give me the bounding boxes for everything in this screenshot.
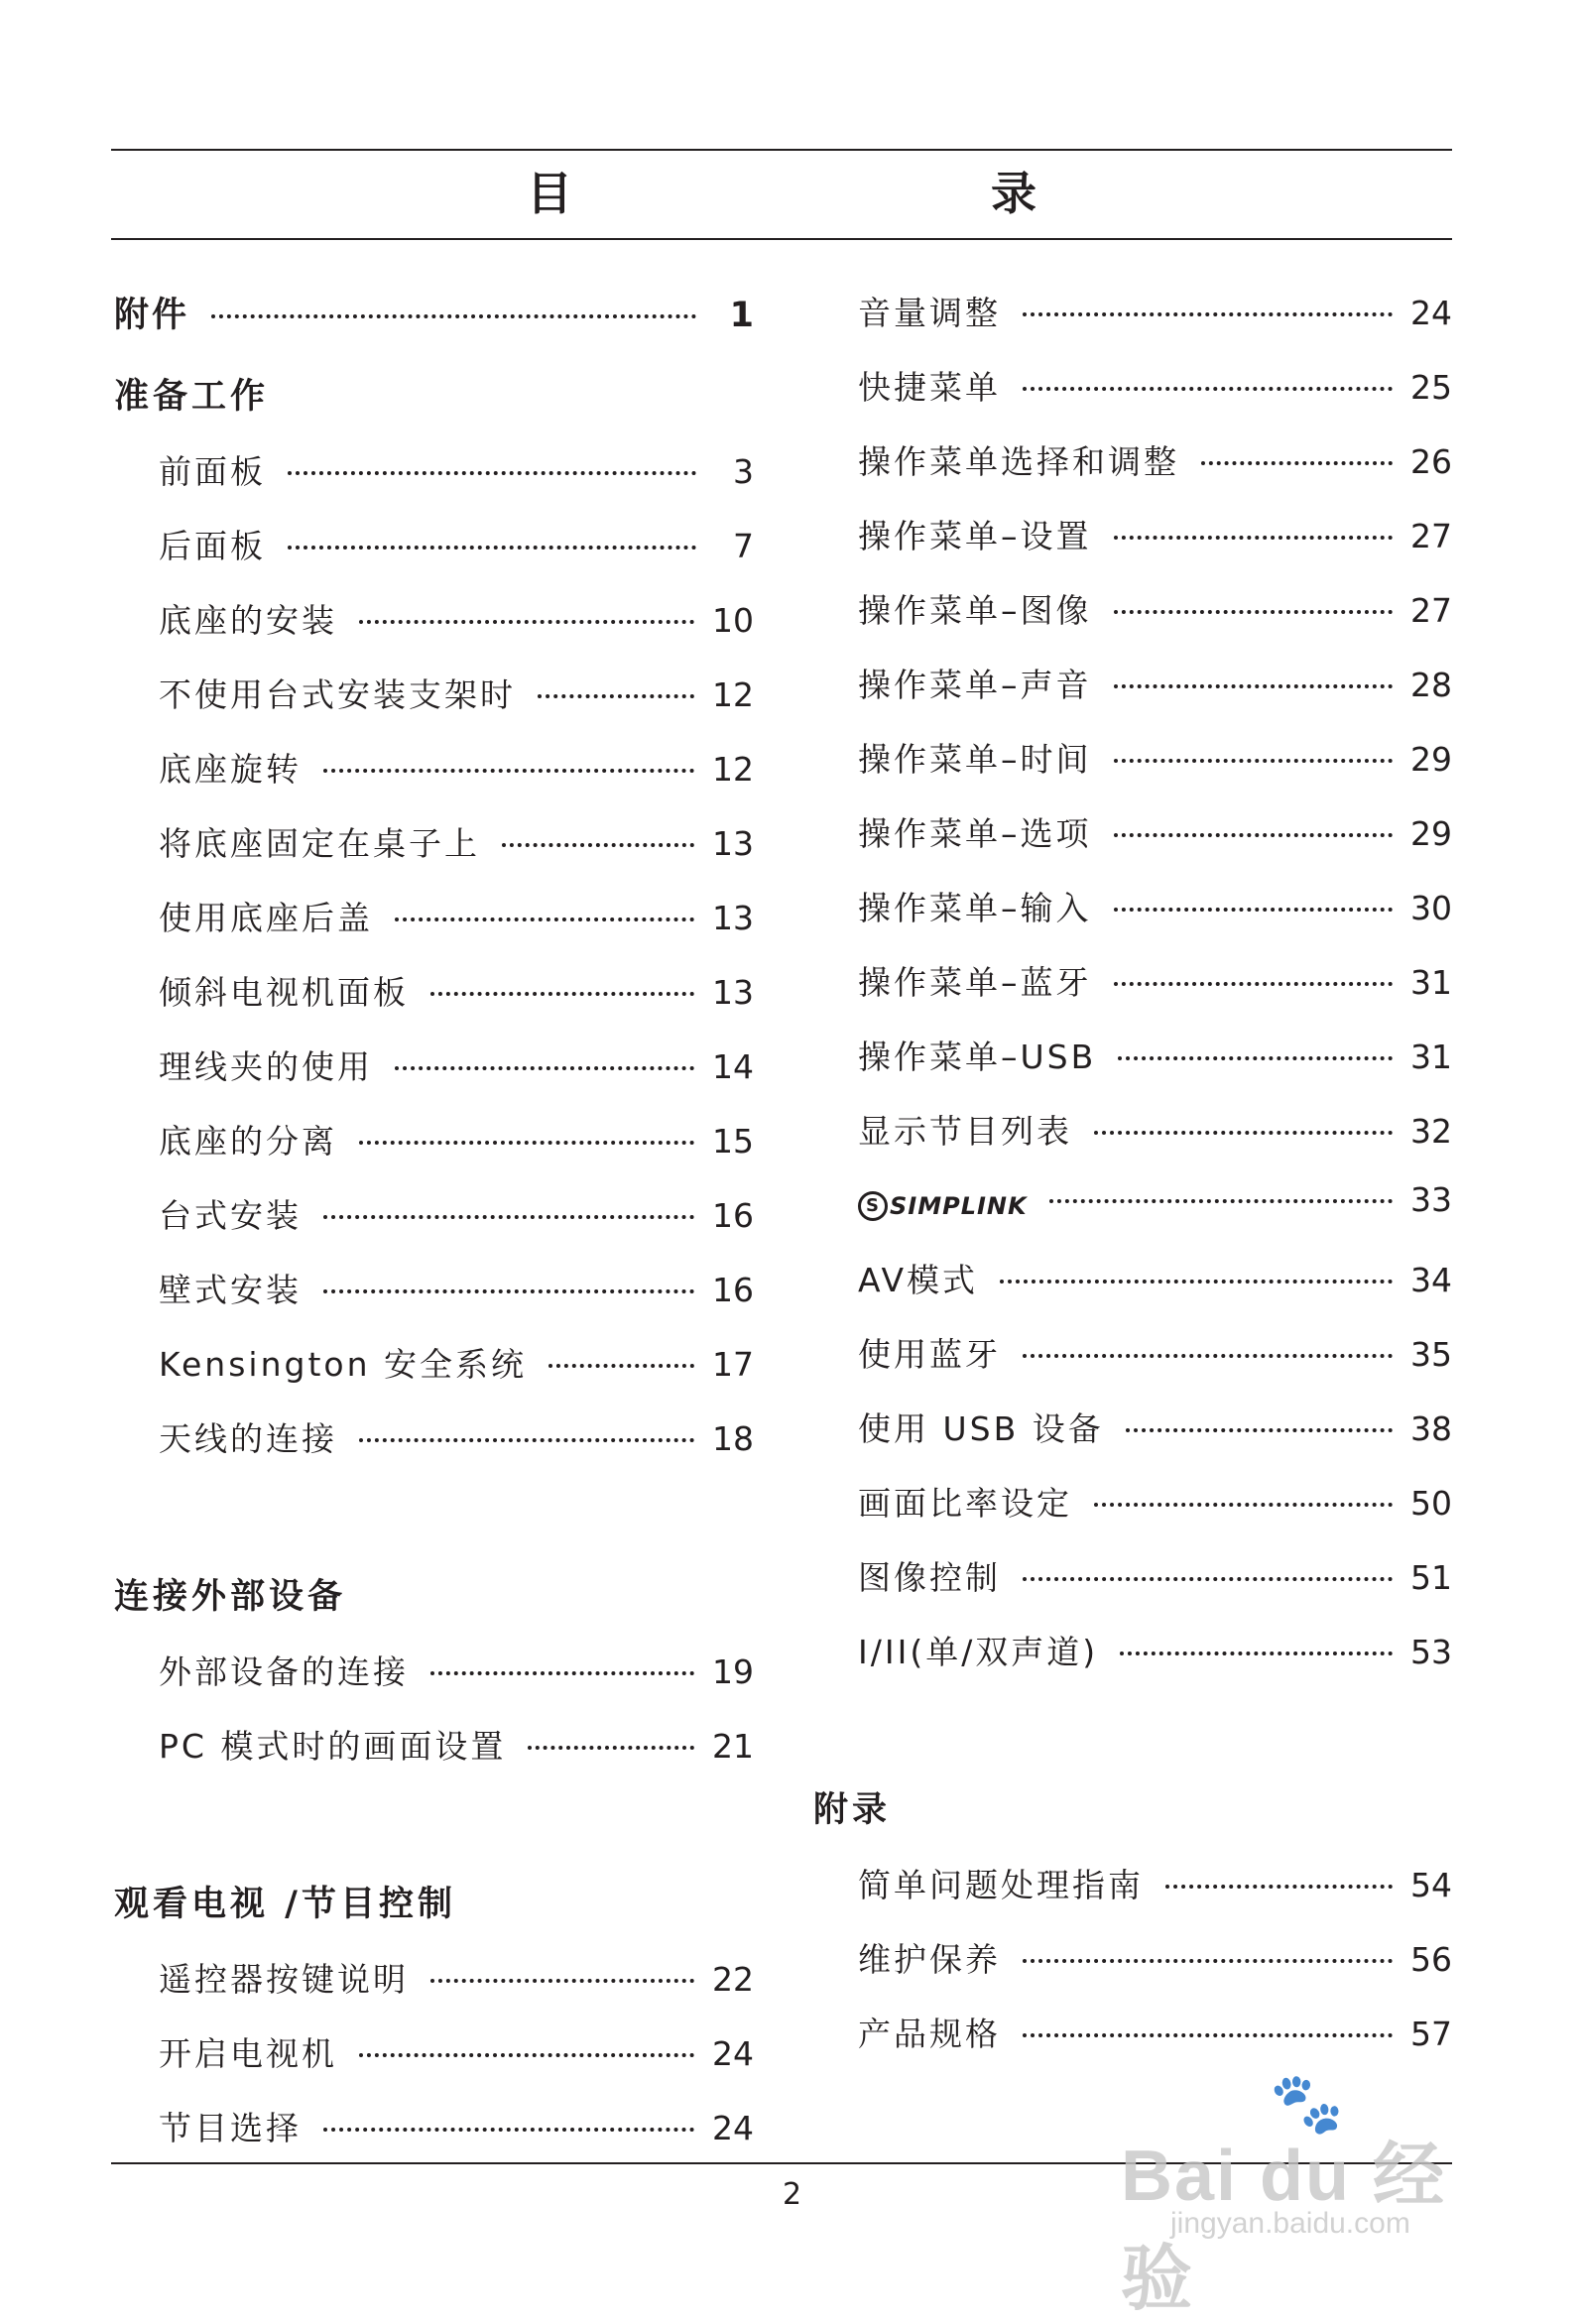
toc-entry-label: 图像控制 (858, 1558, 1001, 1597)
toc-entry-label: 倾斜电视机面板 (159, 973, 409, 1012)
dot-leader (211, 314, 696, 318)
toc-entry-page: 18 (712, 1419, 754, 1458)
toc-entry-label: 天线的连接 (159, 1419, 337, 1458)
toc-entry-page: 26 (1410, 442, 1452, 481)
top-rule (111, 149, 1452, 151)
toc-entry[interactable] (813, 362, 1452, 436)
section-heading-external: 连接外部设备 (114, 1577, 347, 1617)
dot-leader (1023, 1959, 1393, 1963)
toc-entry-page: 12 (712, 750, 754, 789)
section-heading-prep: 准备工作 (114, 377, 270, 417)
section-heading-appendix: 附录 (813, 1790, 892, 1830)
toc-entry-label: 音量调整 (858, 294, 1001, 332)
toc-entry[interactable] (813, 1552, 1452, 1627)
toc-entry-label: 壁式安装 (159, 1271, 302, 1309)
toc-entry[interactable] (114, 967, 754, 1041)
dot-leader (430, 1671, 694, 1675)
toc-entry-label: Kensington 安全系统 (159, 1345, 527, 1384)
toc-entry-page: 13 (712, 824, 754, 863)
toc-entry-page: 29 (1410, 814, 1452, 853)
toc-entry-label: 节目选择 (159, 2109, 302, 2147)
toc-entry-page: 53 (1410, 1633, 1452, 1671)
toc-entry-page: 14 (712, 1047, 754, 1086)
toc-entry-page: 35 (1410, 1335, 1452, 1374)
toc-entry[interactable] (813, 1032, 1452, 1106)
dot-leader (1023, 2033, 1393, 2037)
toc-entry[interactable] (114, 2028, 754, 2103)
toc-entry[interactable] (114, 744, 754, 818)
dot-leader (1114, 908, 1394, 912)
toc-entry-label: 外部设备的连接 (159, 1652, 409, 1691)
toc-entry-label: 操作菜单–声音 (858, 666, 1092, 704)
toc-entry-page: 7 (733, 527, 754, 565)
toc-entry-page: 38 (1410, 1409, 1452, 1448)
toc-entry-page: 29 (1410, 740, 1452, 779)
dot-leader (395, 917, 694, 921)
toc-entry[interactable] (813, 1329, 1452, 1404)
spacer (114, 1795, 754, 1875)
watermark-brand: Bai du 经验 (1121, 2137, 1447, 2319)
toc-entry[interactable] (114, 818, 754, 893)
toc-entry[interactable] (114, 1116, 754, 1190)
toc-entry-label: 操作菜单–图像 (858, 591, 1092, 630)
toc-entry-label: 理线夹的使用 (159, 1047, 373, 1086)
dot-leader (1114, 759, 1394, 763)
toc-entry-label: 维护保养 (858, 1940, 1001, 1979)
watermark-url: jingyan.baidu.com (1170, 2207, 1410, 2240)
dot-leader (359, 2053, 694, 2057)
title-rule (111, 238, 1452, 240)
dot-leader (323, 1289, 694, 1293)
dot-leader (1120, 1651, 1393, 1655)
dot-leader (1023, 1577, 1393, 1581)
toc-entry[interactable] (114, 670, 754, 744)
dot-leader (430, 992, 694, 996)
toc-entry-label: 不使用台式安装支架时 (159, 675, 516, 714)
toc-entry-page: 31 (1410, 963, 1452, 1002)
toc-entry-label: 操作菜单–时间 (858, 740, 1092, 779)
toc-entry[interactable] (813, 436, 1452, 511)
toc-left-column (114, 288, 754, 2177)
dot-leader (430, 1979, 694, 1983)
dot-leader (288, 471, 696, 475)
toc-entry-label: I/II(单/双声道) (858, 1633, 1099, 1671)
toc-entry[interactable] (813, 1255, 1452, 1329)
toc-entry[interactable] (813, 1106, 1452, 1180)
toc-entry-label: 附件 (114, 296, 190, 335)
simplink-text: SIMPLINK (890, 1192, 1028, 1220)
toc-entry-label: 台式安装 (159, 1196, 302, 1235)
dot-leader (1094, 1503, 1393, 1507)
toc-entry-label: 操作菜单–输入 (858, 889, 1092, 927)
toc-entry-label: 使用 USB 设备 (858, 1409, 1104, 1448)
toc-entry-label: 使用底座后盖 (159, 899, 373, 937)
toc-right-column (813, 288, 1452, 2083)
toc-entry[interactable] (114, 1339, 754, 1413)
toc-entry-label: 操作菜单–USB (858, 1038, 1097, 1076)
toc-entry[interactable] (114, 1954, 754, 2028)
toc-entry[interactable] (813, 288, 1452, 362)
toc-entry-page: 15 (712, 1122, 754, 1161)
toc-entry[interactable] (813, 734, 1452, 808)
page-number: 2 (782, 2177, 802, 2212)
dot-leader (1000, 1280, 1393, 1284)
toc-entry-page: 17 (712, 1345, 754, 1384)
toc-entry-page: 54 (1410, 1866, 1452, 1904)
toc-entry-page: 32 (1410, 1112, 1452, 1151)
spacer (813, 1701, 1452, 1780)
toc-entry-page: 22 (712, 1960, 754, 1999)
toc-entry[interactable] (813, 957, 1452, 1032)
toc-entry-page: 3 (733, 452, 754, 491)
dot-leader (359, 1438, 694, 1442)
toc-entry-label: 显示节目列表 (858, 1112, 1072, 1151)
dot-leader (502, 843, 694, 847)
toc-entry[interactable] (114, 893, 754, 967)
toc-entry[interactable] (813, 1934, 1452, 2009)
dot-leader (1094, 1131, 1393, 1135)
toc-entry-page: 33 (1410, 1180, 1452, 1219)
dot-leader (548, 1364, 694, 1368)
toc-entry-simplink[interactable] (813, 1180, 1452, 1255)
toc-entry-page: 28 (1410, 666, 1452, 704)
dot-leader (1126, 1428, 1393, 1432)
toc-entry-page: 16 (712, 1271, 754, 1309)
toc-entry-page: 50 (1410, 1484, 1452, 1523)
toc-entry-label: 底座的分离 (159, 1122, 337, 1161)
dot-leader (1201, 461, 1393, 465)
toc-entry[interactable] (114, 1041, 754, 1116)
simplink-icon: S (858, 1191, 888, 1221)
dot-leader (1114, 536, 1394, 540)
dot-leader (1114, 610, 1394, 614)
section-heading-tv: 观看电视 /节目控制 (114, 1885, 456, 1924)
dot-leader (1118, 1056, 1393, 1060)
toc-entry[interactable] (114, 521, 754, 595)
toc-entry-page: 24 (1410, 294, 1452, 332)
toc-entry-page: 34 (1410, 1261, 1452, 1299)
toc-entry-label: 前面板 (159, 452, 266, 491)
toc-entry[interactable] (813, 1627, 1452, 1701)
dot-leader (1165, 1885, 1393, 1889)
toc-entry-page: 21 (712, 1727, 754, 1766)
toc-entry[interactable] (114, 2103, 754, 2177)
page-title: 目 录 (527, 167, 1146, 220)
toc-entry[interactable] (813, 1860, 1452, 1934)
toc-entry-label: 底座的安装 (159, 601, 337, 640)
toc-entry-page: 57 (1410, 2015, 1452, 2053)
toc-entry[interactable] (813, 511, 1452, 585)
dot-leader (1114, 684, 1394, 688)
toc-entry-label: PC 模式时的画面设置 (159, 1727, 507, 1766)
simplink-logo (858, 1191, 1028, 1221)
dot-leader (323, 2128, 694, 2132)
dot-leader (359, 1141, 694, 1145)
toc-entry-page: 12 (712, 675, 754, 714)
dot-leader (1049, 1199, 1393, 1203)
toc-entry-page: 24 (712, 2034, 754, 2073)
toc-entry-label: 产品规格 (858, 2015, 1001, 2053)
toc-entry[interactable] (813, 808, 1452, 883)
baidu-watermark (1111, 2068, 1488, 2319)
dot-leader (323, 769, 694, 773)
toc-entry-label: 后面板 (159, 527, 266, 565)
dot-leader (1023, 387, 1393, 391)
toc-entry-page: 27 (1410, 517, 1452, 555)
toc-entry-page: 25 (1410, 368, 1452, 407)
dot-leader (528, 1746, 694, 1750)
toc-entry-label: 操作菜单–选项 (858, 814, 1092, 853)
dot-leader (323, 1215, 694, 1219)
toc-entry-page: 51 (1410, 1558, 1452, 1597)
toc-entry-label: 将底座固定在桌子上 (159, 824, 480, 863)
dot-leader (359, 620, 694, 624)
dot-leader (1114, 982, 1394, 986)
toc-entry-label: 开启电视机 (159, 2034, 337, 2073)
toc-entry[interactable] (114, 1413, 754, 1488)
toc-entry-page: 31 (1410, 1038, 1452, 1076)
toc-entry[interactable] (114, 595, 754, 670)
dot-leader (538, 694, 694, 698)
paw-icon: 🐾 (1270, 2070, 1344, 2137)
dot-leader (395, 1066, 694, 1070)
toc-entry[interactable] (813, 585, 1452, 660)
dot-leader (1114, 833, 1394, 837)
toc-entry-label: 使用蓝牙 (858, 1335, 1001, 1374)
toc-entry-label: 简单问题处理指南 (858, 1866, 1144, 1904)
toc-entry[interactable] (813, 1404, 1452, 1478)
toc-entry[interactable] (114, 1721, 754, 1795)
toc-entry-label: 遥控器按键说明 (159, 1960, 409, 1999)
toc-entry-page: 13 (712, 973, 754, 1012)
toc-entry-page: 19 (712, 1652, 754, 1691)
toc-entry[interactable] (114, 1647, 754, 1721)
toc-entry-page: 56 (1410, 1940, 1452, 1979)
toc-entry-page: 10 (712, 601, 754, 640)
toc-entry-label: 操作菜单–蓝牙 (858, 963, 1092, 1002)
toc-entry-label: 快捷菜单 (858, 368, 1001, 407)
toc-entry-page: 24 (712, 2109, 754, 2147)
toc-entry-page: 16 (712, 1196, 754, 1235)
toc-entry-label: AV模式 (858, 1261, 979, 1299)
toc-entry[interactable] (813, 883, 1452, 957)
toc-entry-label: 底座旋转 (159, 750, 302, 789)
toc-entry-accessories[interactable] (114, 288, 754, 367)
toc-entry-page: 27 (1410, 591, 1452, 630)
toc-entry[interactable] (813, 1478, 1452, 1552)
toc-entry[interactable] (114, 1190, 754, 1265)
toc-entry[interactable] (114, 446, 754, 521)
toc-entry-label: 操作菜单–设置 (858, 517, 1092, 555)
toc-entry[interactable] (813, 660, 1452, 734)
toc-entry-page: 1 (729, 296, 754, 335)
toc-entry-label: 画面比率设定 (858, 1484, 1072, 1523)
dot-leader (1023, 312, 1393, 316)
dot-leader (288, 546, 696, 550)
toc-entry-page: 13 (712, 899, 754, 937)
spacer (114, 1488, 754, 1567)
toc-entry-label: 操作菜单选择和调整 (858, 442, 1179, 481)
toc-entry[interactable] (114, 1265, 754, 1339)
dot-leader (1023, 1354, 1393, 1358)
toc-entry-page: 30 (1410, 889, 1452, 927)
